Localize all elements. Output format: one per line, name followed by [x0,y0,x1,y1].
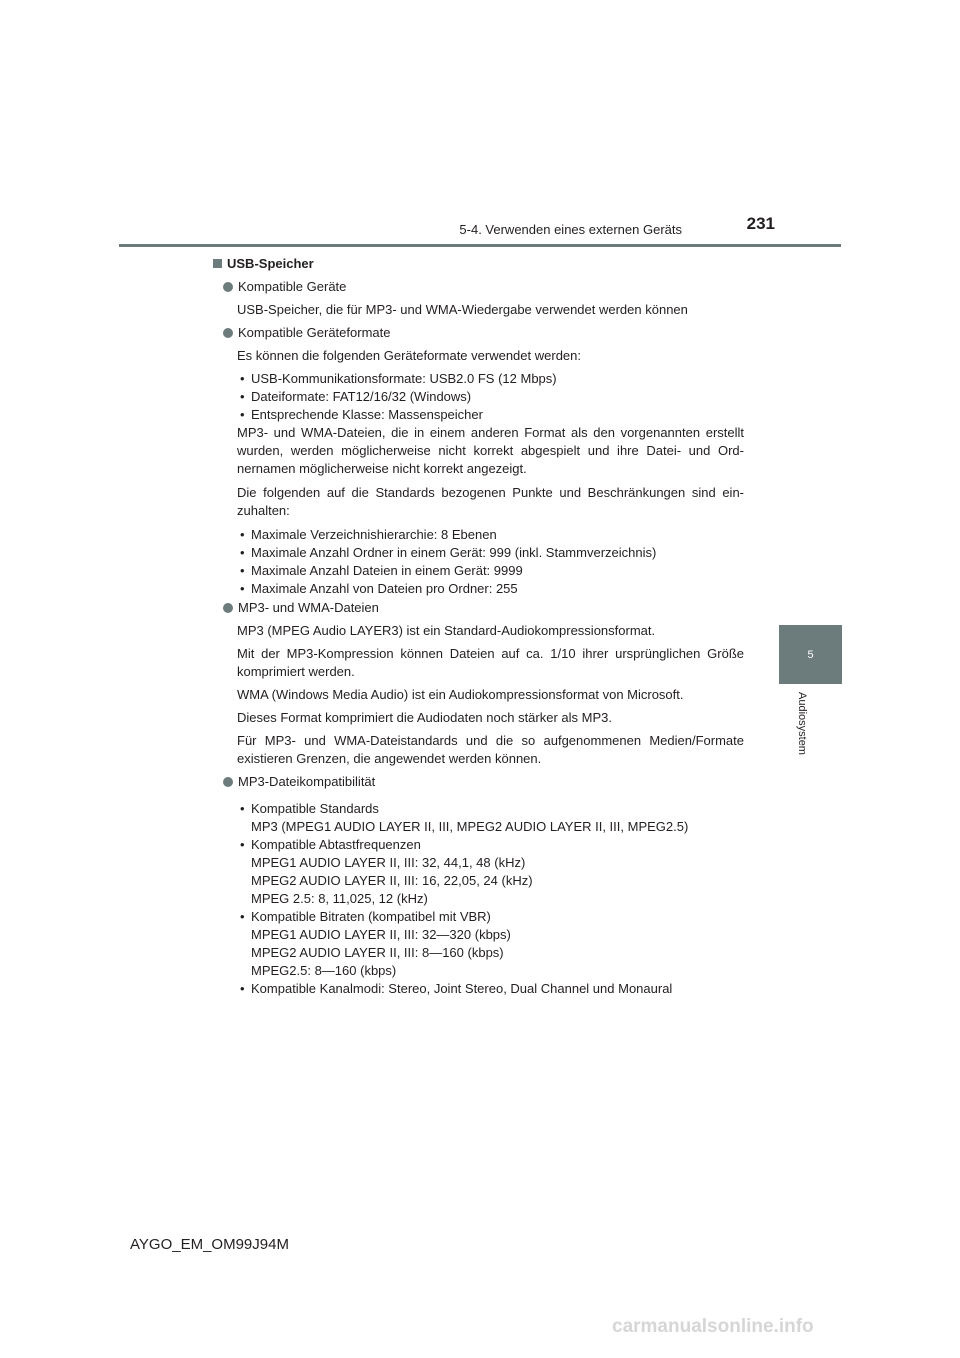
list-item: • Maximale Anzahl Dateien in einem Gerät: 9999 [240,563,523,578]
list-subitem: MPEG2 AUDIO LAYER II, III: 16, 22,05, 24 (kHz) [251,873,533,888]
paragraph: Es können die folgenden Geräteformate verwendet werden: [237,348,581,363]
circle-bullet-icon [223,777,233,787]
chapter-tab-number: 5 [807,648,814,661]
square-bullet-icon [213,259,222,268]
watermark: carmanualsonline.info [612,1316,814,1337]
circle-bullet-icon [223,328,233,338]
paragraph: MP3- und WMA-Dateien, die in einem anderen Format als den vorgenannten erstellt wurden, werden möglicherweise nicht korrekt abgespielt und ihre Datei- und Ord-nernamen möglicherweise nicht korrekt angezeigt. [237,425,744,476]
paragraph: MP3 (MPEG Audio LAYER3) ist ein Standard-Audiokompressionsformat. [237,623,656,638]
paragraph: WMA (Windows Media Audio) ist ein Audiokompressionsformat von Microsoft. [237,687,684,702]
list-item: • Entsprechende Klasse: Massenspeicher [240,407,483,422]
list-item: • USB-Kommunikationsformate: USB2.0 FS (12 Mbps) [240,371,557,386]
paragraph: Dieses Format komprimiert die Audiodaten noch stärker als MP3. [237,710,612,725]
subheading-device-formats [210,324,744,342]
chapter-tab[interactable] [779,625,842,684]
subheading-mp3-compat [210,773,744,791]
chapter-title: 5-4. Verwenden eines externen Geräts [459,222,682,237]
list-subitem: MP3 (MPEG1 AUDIO LAYER II, III, MPEG2 AUDIO LAYER II, III, MPEG2.5) [251,819,689,834]
subheading-mp3-wma [210,599,744,617]
list-subitem: MPEG2.5: 8—160 (kbps) [251,963,397,978]
list-item: • Kompatible Abtastfrequenzen [240,837,421,852]
list-item: • Kompatible Bitraten (kompatibel mit VBR) [240,909,491,924]
paragraph: USB-Speicher, die für MP3- und WMA-Wiedergabe verwendet werden können [237,302,688,317]
list-subitem: MPEG1 AUDIO LAYER II, III: 32, 44,1, 48 (kHz) [251,855,526,870]
paragraph: Die folgenden auf die Standards bezogenen Punkte und Beschränkungen sind ein-zuhalten: [237,485,744,518]
paragraph: Mit der MP3-Kompression können Dateien auf ca. 1/10 ihrer ursprünglichen Größe komprimiert werden. [237,646,744,679]
list-subitem: MPEG1 AUDIO LAYER II, III: 32—320 (kbps) [251,927,511,942]
list-item: • Maximale Anzahl Ordner in einem Gerät: 999 (inkl. Stammverzeichnis) [240,545,657,560]
list-subitem: MPEG 2.5: 8, 11,025, 12 (kHz) [251,891,428,906]
section-title: USB-Speicher [227,256,314,271]
subheading-text: Kompatible Geräte [238,279,347,294]
list-item: • Kompatible Standards [240,801,379,816]
list-item: • Kompatible Kanalmodi: Stereo, Joint Stereo, Dual Channel und Monaural [240,981,673,996]
circle-bullet-icon [223,603,233,613]
list-item: • Maximale Verzeichnishierarchie: 8 Ebenen [240,527,497,542]
circle-bullet-icon [223,282,233,292]
subheading-text: Kompatible Geräteformate [238,325,391,340]
chapter-tab-label: Audiosystem [796,692,808,755]
subheading-text: MP3- und WMA-Dateien [238,600,379,615]
page-number: 231 [746,214,775,233]
subheading-compatible-devices [210,278,744,296]
header-divider [119,244,841,247]
list-item: • Dateiformate: FAT12/16/32 (Windows) [240,389,472,404]
page-content [210,255,744,998]
document-code: AYGO_EM_OM99J94M [130,1236,289,1253]
subheading-text: MP3-Dateikompatibilität [238,774,376,789]
list-subitem: MPEG2 AUDIO LAYER II, III: 8—160 (kbps) [251,945,504,960]
list-item: • Maximale Anzahl von Dateien pro Ordner: 255 [240,581,518,596]
section-heading [210,255,744,273]
paragraph: Für MP3- und WMA-Dateistandards und die so aufgenommenen Medien/Formate existieren Grenzen, die angewendet werden können. [237,733,744,766]
